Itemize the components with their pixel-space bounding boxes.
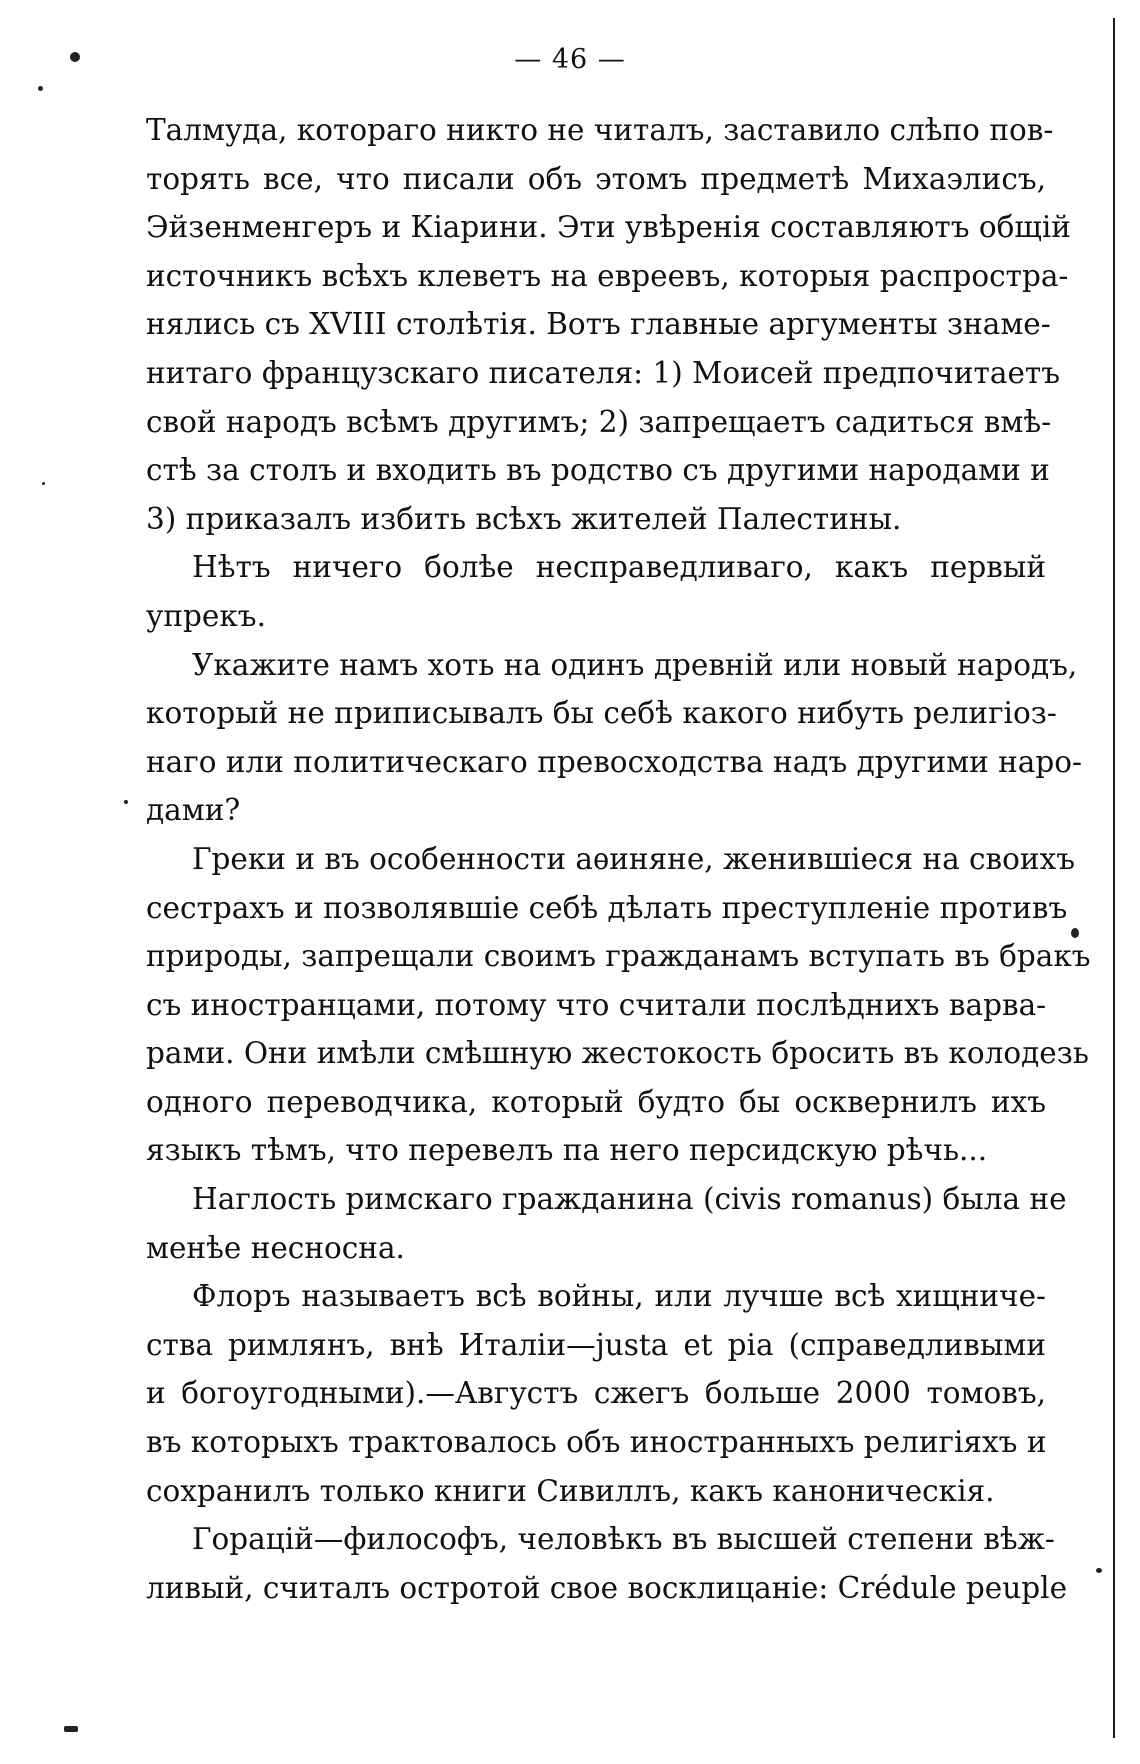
text-line: Греки и въ особенности аѳиняне, женившіеся на своихъ — [192, 841, 1075, 876]
body-text — [146, 106, 1091, 1612]
text-line: и богоугодными).—Августъ сжегъ больше 2000 томовъ, — [146, 1376, 1046, 1411]
text-line: дами? — [146, 793, 241, 828]
text-line: сестрахъ и позволявшіе себѣ дѣлать преступленіе противъ — [146, 890, 1068, 925]
text-line: источникъ всѣхъ клеветъ на евреевъ, которыя распростра- — [146, 258, 1069, 293]
scan-speck — [64, 1726, 78, 1732]
scan-speck — [1071, 928, 1079, 938]
text-line: 3) приказалъ избить всѣхъ жителей Палестины. — [146, 501, 902, 536]
text-line: нялись съ XVIII столѣтія. Вотъ главные аргументы знаме- — [146, 307, 1051, 342]
text-line: Горацій—философъ, человѣкъ въ высшей степени вѣж- — [192, 1522, 1055, 1557]
text-line: который не приписывалъ бы себѣ какого нибуть религіоз- — [146, 696, 1057, 731]
text-line: менѣе несносна. — [146, 1230, 405, 1265]
scan-speck — [38, 86, 43, 91]
text-line: Талмуда, котораго никто не читалъ, заставило слѣпо пов- — [146, 113, 1054, 147]
text-line: Наглость римскаго гражданина (civis romanus) была не — [192, 1182, 1067, 1217]
text-line: природы, запрещали своимъ гражданамъ вступать въ бракъ — [146, 939, 1091, 974]
text-line: ства римлянъ, внѣ Италіи—justa et pia (справедливыми — [146, 1327, 1046, 1362]
text-line: упрекъ. — [146, 598, 266, 633]
scan-speck — [42, 482, 45, 485]
text-line: рами. Они имѣли смѣшную жестокость бросить въ колодезь — [146, 1036, 1089, 1071]
text-line: съ иностранцами, потому что считали послѣднихъ варва- — [146, 987, 1047, 1022]
text-line: Флоръ называетъ всѣ войны, или лучше всѣ хищниче- — [192, 1279, 1046, 1314]
page-edge-line — [1113, 18, 1115, 1738]
text-line: сохранилъ только книги Сивиллъ, какъ каноническія. — [146, 1473, 995, 1508]
scan-speck — [124, 800, 128, 804]
text-line: нитаго французскаго писателя: 1) Моисей предпочитаетъ — [146, 355, 1060, 390]
text-line: языкъ тѣмъ, что перевелъ па него персидскую рѣчь... — [146, 1133, 988, 1168]
text-line: Эйзенменгеръ и Кіарини. Эти увѣренія составляютъ общій — [146, 210, 1071, 245]
scan-speck — [1096, 1568, 1102, 1573]
text-line: свой народъ всѣмъ другимъ; 2) запрещаетъ садиться вмѣ- — [146, 404, 1052, 439]
text-line: торять все, что писали объ этомъ предметѣ Михаэлисъ, — [146, 161, 1046, 196]
text-line: ливый, считалъ остротой свое восклицаніе: Crédule peuple — [146, 1570, 1068, 1605]
text-line: въ которыхъ трактовалось объ иностранныхъ религіяхъ и — [146, 1425, 1047, 1460]
text-line: наго или политическаго превосходства надъ другими наро- — [146, 744, 1082, 779]
text-line: Укажите намъ хоть на одинъ древній или новый народъ, — [192, 647, 1078, 682]
text-line: одного переводчика, который будто бы осквернилъ ихъ — [146, 1084, 1046, 1119]
scan-speck — [70, 52, 80, 62]
page-number: — 46 — — [514, 44, 626, 75]
text-line: Нѣтъ ничего болѣе несправедливаго, какъ первый — [192, 550, 1046, 585]
text-line: стѣ за столъ и входить въ родство съ другими народами и — [146, 453, 1050, 488]
